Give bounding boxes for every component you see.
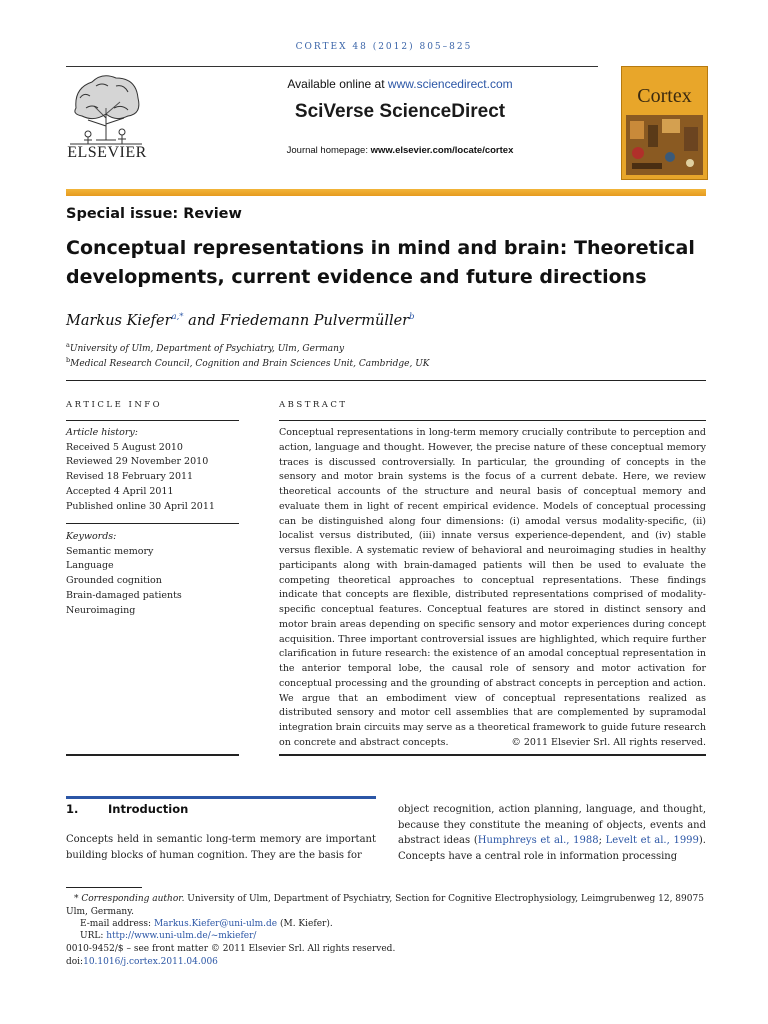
keywords-rule [66, 523, 239, 524]
corresponding-author-note [66, 893, 706, 918]
running-head: CORTEX 48 (2012) 805–825 [295, 42, 473, 52]
intro-right-column [398, 802, 706, 864]
author-1-affiliation[interactable]: a,* [171, 312, 184, 322]
footnote-marker: * [74, 894, 79, 904]
title-line-2: developments, current evidence and future directions [66, 266, 647, 288]
history-received: Received 5 August 2010 [66, 441, 183, 453]
special-issue-label: Special issue: Review [66, 206, 242, 222]
history-published: Published online 30 April 2011 [66, 500, 215, 512]
footnote-rule [66, 887, 142, 888]
keywords-label: Keywords: [66, 531, 117, 542]
keywords [66, 530, 239, 618]
abstract-heading: ABSTRACT [279, 400, 348, 410]
citation-link[interactable]: Humphreys et al., 1988 [477, 835, 599, 846]
intro-left-column: Concepts held in semantic long-term memory are important building blocks of human cognition. They are the basis for [66, 834, 376, 861]
journal-homepage [200, 145, 600, 156]
abstract-rule [279, 420, 706, 421]
keyword: Brain-damaged patients [66, 589, 182, 601]
sciencedirect-link[interactable]: www.sciencedirect.com [387, 77, 513, 91]
affiliation-b [66, 356, 430, 369]
section-title: Introduction [108, 802, 189, 816]
header-rule [66, 66, 598, 67]
url-label: URL: [80, 931, 107, 941]
section-number: 1. [66, 802, 79, 816]
affiliation-marker: a [66, 341, 70, 349]
author-1: Markus Kiefer [66, 312, 172, 329]
history-reviewed: Reviewed 29 November 2010 [66, 456, 209, 468]
keyword: Grounded cognition [66, 575, 162, 587]
abstract-bottom-rule [279, 754, 706, 756]
affiliation-text: Medical Research Council, Cognition and Brain Sciences Unit, Cambridge, UK [70, 359, 430, 369]
intro-text: ). Concepts have a central role in information processing [398, 835, 706, 862]
publisher-name: ELSEVIER [67, 144, 147, 161]
available-prefix: Available online at [287, 77, 388, 91]
title-line-1: Conceptual representations in mind and brain: Theoretical [66, 237, 695, 259]
article-info-rule [66, 420, 239, 421]
affiliation-text: University of Ulm, Department of Psychiatry, Ulm, Germany [69, 344, 345, 354]
doi-label: doi: [66, 957, 84, 967]
url-note [66, 930, 720, 943]
section-heading-introduction [66, 802, 188, 816]
email-suffix: (M. Kiefer). [277, 919, 333, 929]
abstract-text: Conceptual representations in long-term memory crucially contribute to perception and action, language and thought. However, the precise nature of these conceptual memory traces is discussed controversially. In particular, the grounding of concepts in the sensory and motor brain systems is the focus of a current debate. Here, we review theoretical accounts of the structure and neural basis of conceptual memory and evaluate them in light of recent empirical evidence. Models of conceptual processing can be distinguished along four dimensions: (i) amodal versus modality-specific, (ii) localist versus distributed, (iii) innate versus experience-dependent, and (iv) stable versus flexible. A systematic review of behavioral and neuroimaging studies in healthy participants along with brain-damaged patients will then be used to evaluate the competing theoretical approaches to conceptual representations. These findings indicate that concepts are flexible, distributed representations comprised of modality-specific conceptual features. Conceptual features are stored in distinct sensory and motor brain areas depending on specific sensory and motor experiences during concept acquisition. Three important controversial issues are highlighted, which require further clarification in future research: the existence of an amodal conceptual representation in the anterior temporal lobe, the causal role of sensory and motor activation for conceptual processing and the grounding of abstract concepts in perception and action. We argue that an embodiment view of conceptual representations realized as distributed sensory and motor cell assemblies that are complemented by supramodal integration brain circuits may serve as a theoretical framework to guide future research on concrete and abstract concepts. [279, 427, 706, 748]
doi-link[interactable]: 10.1016/j.cortex.2011.04.006 [83, 957, 218, 967]
intro-accent-rule [66, 796, 376, 799]
keyword: Neuroimaging [66, 604, 136, 616]
history-label: Article history: [66, 427, 138, 438]
url-link[interactable]: http://www.uni-ulm.de/~mkiefer/ [106, 931, 257, 941]
article-info-bottom-rule [66, 754, 239, 756]
cover-title: Cortex [637, 85, 692, 107]
header-accent-bar [66, 189, 706, 196]
email-label: E-mail address: [80, 919, 154, 929]
author-list [66, 312, 415, 329]
email-note [66, 918, 720, 931]
abstract-copyright: © 2011 Elsevier Srl. All rights reserved. [511, 737, 706, 748]
keyword: Semantic memory [66, 545, 154, 557]
available-online [200, 77, 600, 91]
affiliation-a [66, 341, 344, 354]
article-info-heading: ARTICLE INFO [66, 400, 163, 410]
author-join: and [183, 312, 221, 329]
citation-separator: ; [598, 835, 606, 846]
email-link[interactable]: Markus.Kiefer@uni-ulm.de [153, 919, 278, 929]
issn-note: 0010-9452/$ – see front matter © 2011 Elsevier Srl. All rights reserved. [66, 944, 396, 954]
intro-text: object recognition, action planning, language, and thought, because they constitute the meaning of objects, events and abstract ideas ( [398, 804, 706, 846]
title-divider [66, 380, 706, 381]
homepage-prefix: Journal homepage: [286, 145, 371, 156]
doi-note [66, 956, 706, 969]
author-2-affiliation[interactable]: b [409, 312, 415, 322]
cover-illustration [622, 67, 707, 179]
sciverse-brand: SciVerse ScienceDirect [294, 101, 506, 122]
article-history [66, 426, 239, 514]
corresponding-label: Corresponding author. [81, 894, 185, 904]
article-title [66, 234, 716, 292]
author-2: Friedemann Pulvermüller [220, 312, 410, 329]
citation-link[interactable]: Levelt et al., 1999 [605, 835, 699, 846]
history-revised: Revised 18 February 2011 [66, 471, 194, 483]
affiliation-marker: b [66, 356, 71, 364]
journal-cover-image [621, 66, 708, 180]
history-accepted: Accepted 4 April 2011 [66, 485, 174, 497]
keyword: Language [66, 560, 114, 572]
homepage-link[interactable]: www.elsevier.com/locate/cortex [370, 145, 514, 156]
corresponding-text: University of Ulm, Department of Psychiatry, Section for Cognitive Electrophysiology, Leimgrubenweg 12, 89075 Ulm, Germany. [66, 894, 704, 917]
